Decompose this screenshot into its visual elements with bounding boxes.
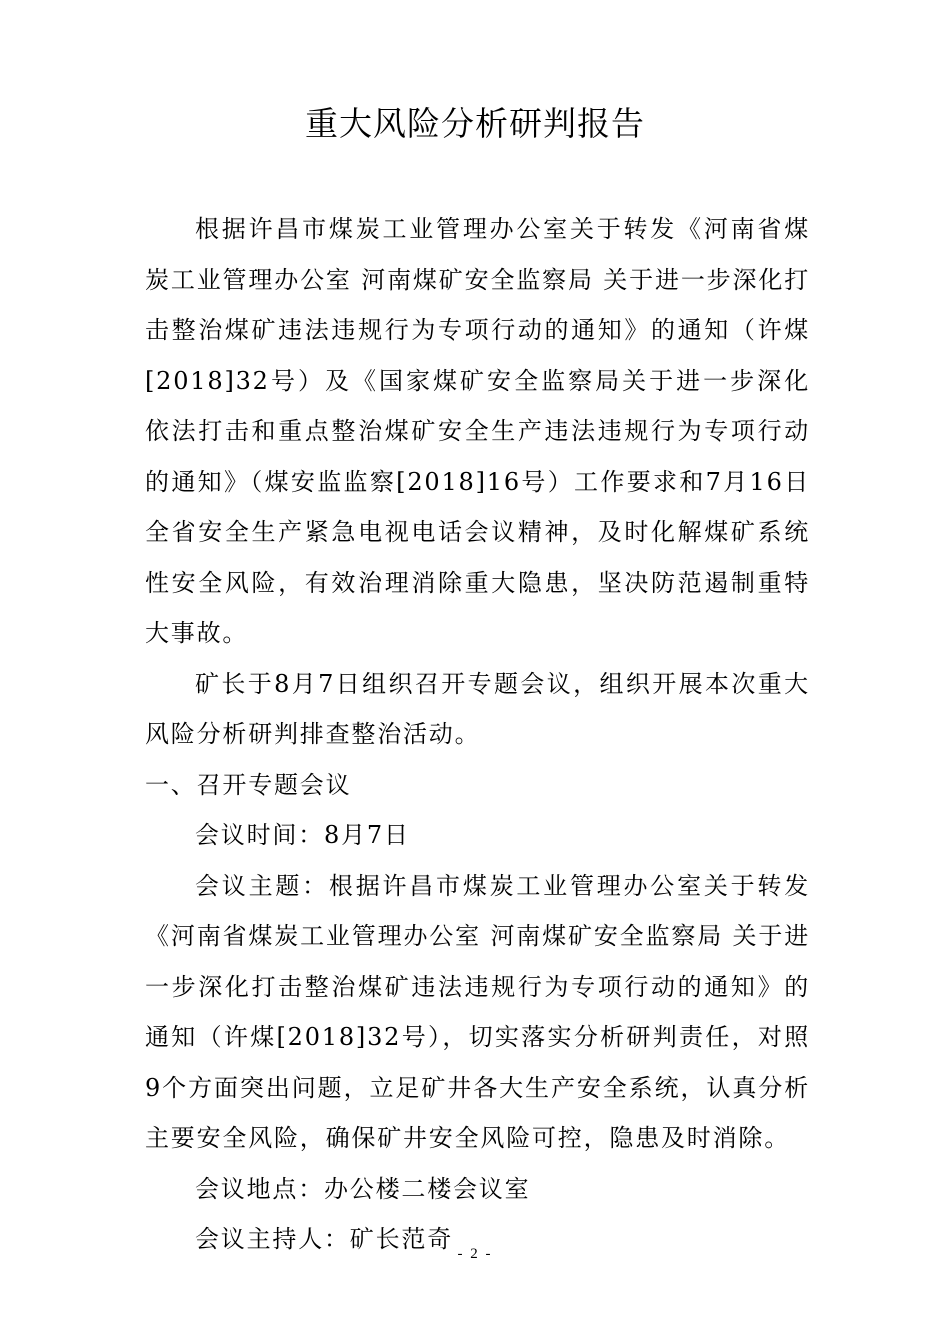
meeting-location: 会议地点：办公楼二楼会议室 <box>195 1174 531 1203</box>
meeting-host: 会议主持人：矿长范奇 <box>195 1225 453 1253</box>
section-heading: 一、召开专题会议 <box>145 770 352 799</box>
intro-paragraph: 根据许昌市煤炭工业管理办公室关于转发《河南省煤炭工业管理办公室 河南煤矿安全监察局 关于进一步深化打击整治煤矿违法违规行为专项行动的通知》的通知（许煤[2018]32号）及《国家煤矿安全监察局关于进一步深化依法打击和重点整治煤矿安全生产违法违规行为专项行动的通知》（煤安监监察[2018]16号）工作要求和7月16日全省安全生产紧急电视电话会议精神，及时化解煤矿系统性安全风险，有效治理消除重大隐患，坚决防范遏制重特大事故。 <box>145 215 810 647</box>
meeting-topic: 会议主题：根据许昌市煤炭工业管理办公室关于转发《河南省煤炭工业管理办公室 河南煤矿安全监察局 关于进一步深化打击整治煤矿违法违规行为专项行动的通知》的通知（许煤[2018]32号），切实落实分析研判责任，对照9个方面突出问题，立足矿井各大生产安全系统，认真分析主要安全风险，确保矿井安全风险可控，隐患及时消除。 <box>145 871 810 1152</box>
page-number: - 2 - <box>457 1246 493 1262</box>
meeting-time: 会议时间：8月7日 <box>195 821 410 849</box>
document-title: 重大风险分析研判报告 <box>305 104 645 143</box>
document-body <box>145 204 810 1265</box>
meeting-summary-paragraph: 矿长于8月7日组织召开专题会议，组织开展本次重大风险分析研判排查整治活动。 <box>145 669 810 748</box>
